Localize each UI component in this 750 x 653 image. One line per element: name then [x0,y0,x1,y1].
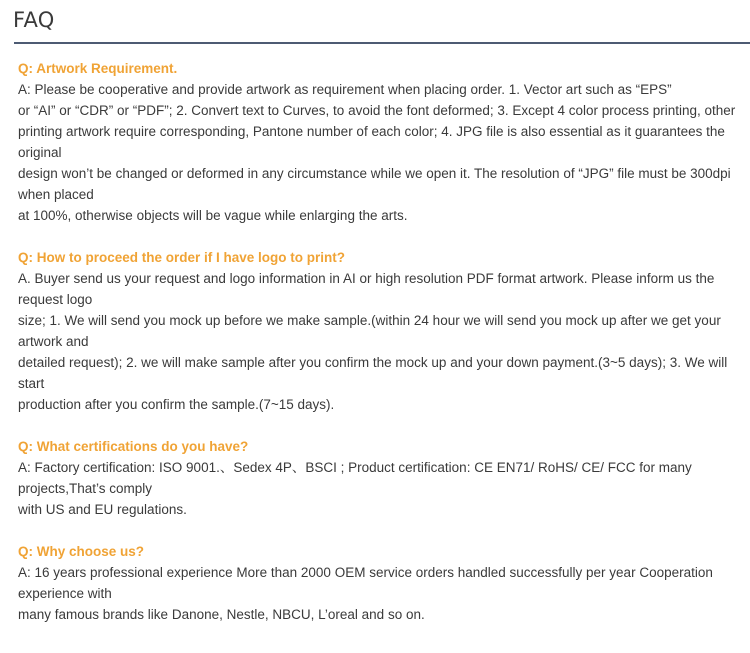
faq-answer-line: request logo [18,292,93,307]
faq-answer-line: at 100%, otherwise objects will be vague while enlarging the arts. [18,208,408,223]
faq-answer-line: detailed request); 2. we will make sample after you confirm the mock up and your down payment.(3~5 days); 3. We will [18,355,728,370]
faq-answer-line: size; 1. We will send you mock up before we make sample.(within 24 hour we will send you mock up after we get your [18,313,721,328]
faq-answer-line: original [18,145,62,160]
faq-item [18,436,746,520]
faq-answer-line: production after you confirm the sample.(7~15 days). [18,397,335,412]
faq-answer [18,457,746,520]
faq-question: Q: Why choose us? [18,544,145,559]
faq-answer-line: projects,That’s comply [18,481,153,496]
faq-answer-line: with US and EU regulations. [18,502,187,517]
faq-answer-line: A. Buyer send us your request and logo information in AI or high resolution PDF format artwork. Please inform us the [18,271,715,286]
page-title: FAQ [13,8,55,32]
faq-item [18,58,746,226]
faq-item [18,541,746,625]
faq-question: Q: Artwork Requirement. [18,61,178,76]
faq-answer [18,268,746,415]
faq-answer [18,79,746,226]
faq-answer-line: when placed [18,187,94,202]
faq-answer-line: many famous brands like Danone, Nestle, NBCU, L’oreal and so on. [18,607,425,622]
faq-question: Q: How to proceed the order if I have logo to print? [18,250,346,265]
faq-answer-line: design won’t be changed or deformed in any circumstance while we open it. The resolution of “JPG” file must be 300dpi [18,166,731,181]
header-divider [14,42,750,44]
faq-answer-line: or “AI” or “CDR” or “PDF”; 2. Convert text to Curves, to avoid the font deformed; 3. Except 4 color process printing, other [18,103,736,118]
faq-answer-line: artwork and [18,334,89,349]
faq-answer-line: A: Please be cooperative and provide artwork as requirement when placing order. 1. Vector art such as “EPS” [18,82,672,97]
faq-answer [18,562,746,625]
faq-question: Q: What certifications do you have? [18,439,249,454]
faq-item [18,247,746,415]
faq-answer-line: experience with [18,586,112,601]
faq-answer-line: start [18,376,45,391]
faq-answer-line: printing artwork require corresponding, Pantone number of each color; 4. JPG file is also essential as it guarantees the [18,124,725,139]
faq-answer-line: A: Factory certification: ISO 9001.、Sedex 4P、BSCI ; Product certification: CE EN71/ RoHS/ CE/ FCC for many [18,460,692,475]
faq-header [0,0,750,44]
faq-answer-line: A: 16 years professional experience More than 2000 OEM service orders handled successfully per year Cooperation [18,565,713,580]
faq-list [18,58,746,646]
